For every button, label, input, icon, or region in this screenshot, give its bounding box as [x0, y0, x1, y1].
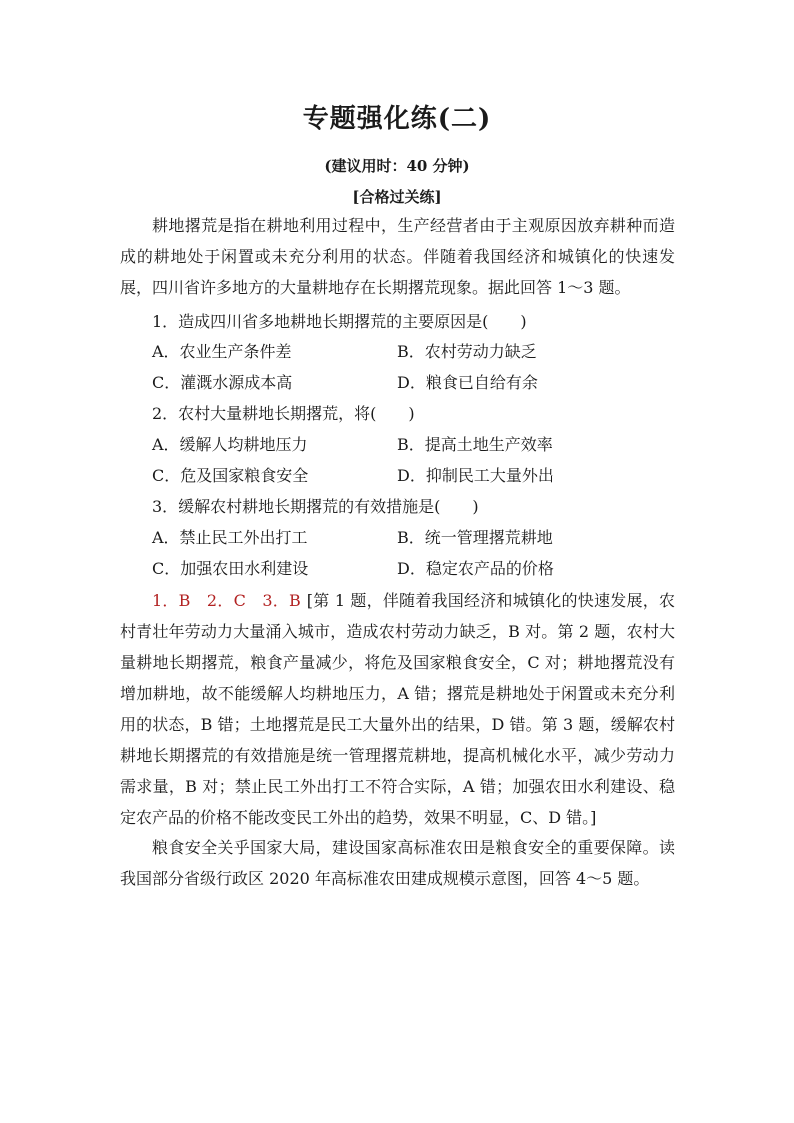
question-3-option-d: D．稳定农产品的价格 [397, 559, 554, 578]
answer-explanation [120, 585, 675, 833]
question-2-option-a: A．缓解人均耕地压力 [152, 435, 308, 454]
answer-keys: 1．B 2．C 3．B [152, 591, 301, 610]
question-2-option-d: D．抑制民工大量外出 [397, 466, 554, 485]
section-heading: [合格过关练] [352, 188, 442, 206]
question-3-option-b: B．统一管理撂荒耕地 [397, 528, 553, 547]
page-title: 专题强化练(二) [302, 104, 492, 134]
question-3-option-a: A．禁止民工外出打工 [152, 528, 308, 547]
intro-passage: 耕地撂荒是指在耕地利用过程中，生产经营者由于主观原因放弃耕种而造成的耕地处于闲置或未充分利用的状态。伴随着我国经济和城镇化的快速发展，四川省许多地方的大量耕地存在长期撂荒现象。据此回答 1～3 题。 [120, 216, 675, 297]
question-1-option-d: D．粮食已自给有余 [397, 373, 538, 392]
question-2-option-b: B．提高土地生产效率 [397, 435, 553, 454]
question-2-option-c: C．危及国家粮食安全 [152, 466, 309, 485]
time-note: (建议用时：40 分钟) [324, 157, 470, 175]
question-1-option-a: A．农业生产条件差 [152, 342, 292, 361]
question-3-stem: 3．缓解农村耕地长期撂荒的有效措施是( ) [152, 497, 479, 516]
passage-2: 粮食安全关乎国家大局，建设国家高标准农田是粮食安全的重要保障。读我国部分省级行政区 2020 年高标准农田建成规模示意图，回答 4～5 题。 [120, 838, 675, 888]
question-1-option-c: C．灌溉水源成本高 [152, 373, 293, 392]
question-1-stem: 1．造成四川省多地耕地长期撂荒的主要原因是( ) [152, 312, 527, 331]
question-3-option-c: C．加强农田水利建设 [152, 559, 309, 578]
question-2-stem: 2．农村大量耕地长期撂荒，将( ) [152, 404, 415, 423]
question-1-option-b: B．农村劳动力缺乏 [397, 342, 537, 361]
explanation-text: [第 1 题，伴随着我国经济和城镇化的快速发展，农村青壮年劳动力大量涌入城市，造成农村劳动力缺乏，B 对。第 2 题，农村大量耕地长期撂荒，粮食产量减少，将危及国家粮食安全，C 对；耕地撂荒没有增加耕地，故不能缓解人均耕地压力，A 错；撂荒是耕地处于闲置或未充分利用的状态，B 错；土地撂荒是民工大量外出的结果，D 错。第 3 题，缓解农村耕地长期撂荒的有效措施是统一管理撂荒耕地，提高机械化水平，减少劳动力需求量，B 对；禁止民工外出打工不符合实际，A 错；加强农田水利建设、稳定农产品的价格不能改变民工外出的趋势，效果不明显，C、D 错。] [120, 591, 675, 827]
